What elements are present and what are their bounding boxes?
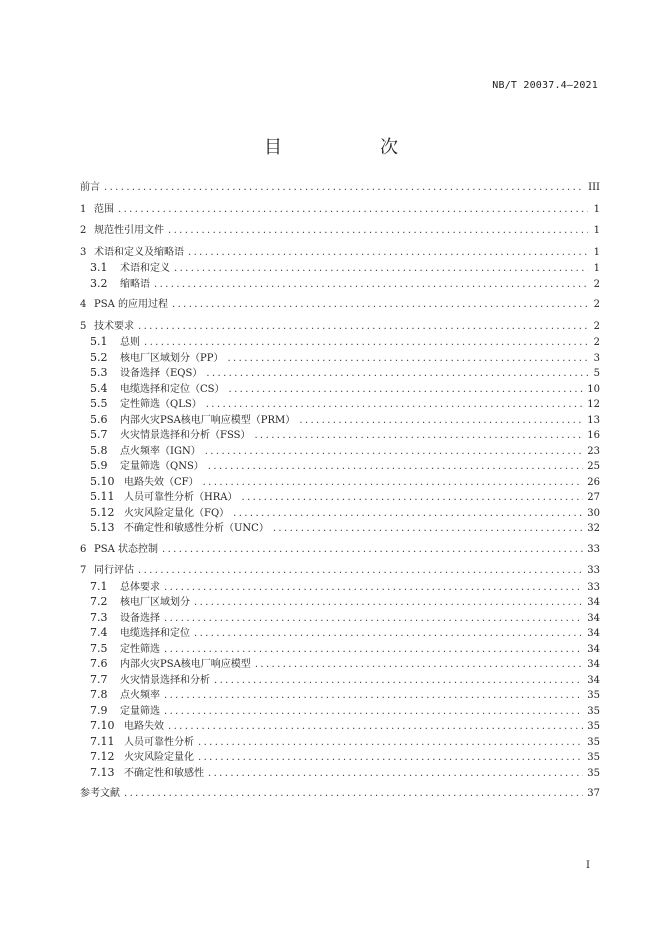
toc-entry-number: 7.2: [90, 595, 108, 608]
toc-leader-dots: [227, 351, 588, 367]
toc-entry[interactable]: [80, 260, 600, 276]
toc-entry-number: 7.13: [90, 765, 115, 779]
toc-entry-label: 设备选择（EQS）: [120, 368, 203, 379]
toc-leader-dots: [203, 475, 584, 491]
toc-entry-label: 不确定性和敏感性分析（UNC）: [124, 523, 269, 534]
toc-entry-number: 7.9: [90, 703, 108, 717]
toc-entry[interactable]: [80, 749, 600, 765]
toc-leader-dots: [104, 180, 584, 196]
toc-entry-page: 35: [587, 721, 600, 732]
toc-entry-label: 术语和定义: [120, 263, 170, 274]
toc-entry-number: 7.12: [90, 750, 115, 763]
toc-entry[interactable]: [80, 542, 600, 558]
toc-entry-page: 27: [587, 492, 600, 503]
toc-leader-dots: [208, 459, 583, 475]
toc-entry-label: 人员可靠性分析（HRA）: [124, 492, 238, 503]
toc-entry[interactable]: [80, 641, 600, 657]
toc-entry[interactable]: [80, 672, 600, 688]
toc-entry-page: 37: [587, 788, 600, 799]
toc-entry-label: 点火频率: [120, 690, 160, 701]
toc-leader-dots: [208, 766, 583, 782]
toc-entry-page: 34: [587, 612, 600, 624]
toc-entry-number: 5.10: [90, 474, 115, 488]
toc-leader-dots: [198, 750, 583, 766]
toc-entry-page: 34: [587, 659, 600, 670]
toc-entry-number: 3.2: [90, 276, 108, 290]
toc-entry[interactable]: [80, 381, 600, 397]
toc-entry-page: 35: [587, 690, 600, 701]
toc-leader-dots: [168, 223, 588, 239]
toc-entry-number: 5.4: [90, 381, 108, 395]
toc-entry-number: 5.6: [90, 412, 108, 426]
toc-entry-page: 16: [587, 430, 600, 441]
toc-leader-dots: [194, 626, 583, 642]
toc-entry-number: 3.1: [90, 261, 108, 274]
toc-entry-page: 2: [593, 299, 600, 310]
toc-entry-page: 23: [587, 445, 600, 457]
toc-leader-dots: [205, 444, 584, 460]
toc-entry-label: 核电厂区域划分: [120, 597, 190, 608]
toc-entry-label: 不确定性和敏感性: [124, 767, 204, 779]
toc-entry-page: 35: [587, 736, 600, 748]
toc-entry-label: 总则: [120, 337, 140, 348]
toc-entry[interactable]: [80, 396, 600, 412]
toc-entry-page: 25: [587, 461, 600, 472]
toc-entry-label: 技术要求: [94, 320, 134, 332]
toc-entry[interactable]: [80, 458, 600, 474]
toc-entry-number: 7.3: [90, 610, 108, 624]
toc-entry-page: 5: [593, 368, 600, 379]
toc-leader-dots: [172, 297, 588, 313]
toc-entry[interactable]: [80, 245, 600, 261]
toc-entry-label: 内部火灾PSA核电厂响应模型: [120, 659, 251, 670]
toc-entry-label: 核电厂区域划分（PP）: [120, 352, 224, 364]
toc-entry-number: 7.10: [90, 719, 115, 732]
toc-entry[interactable]: [80, 276, 600, 292]
toc-entry-number: 5.11: [90, 490, 115, 503]
toc-entry[interactable]: [80, 656, 600, 672]
toc-entry-number: 7.8: [90, 688, 108, 701]
toc-leader-dots: [162, 542, 583, 558]
toc-entry-number: 1: [80, 203, 87, 215]
toc-entry-page: 35: [587, 705, 600, 717]
toc-leader-dots: [206, 397, 584, 413]
toc-entry-label: PSA 状态控制: [94, 543, 158, 555]
toc-entry[interactable]: [80, 765, 600, 781]
toc-entry[interactable]: [80, 703, 600, 719]
toc-entry-label: 定量筛选: [120, 705, 160, 717]
toc-entry[interactable]: [80, 412, 600, 428]
toc-entry-label: 火灾风险定量化（FQ）: [124, 507, 230, 519]
toc-entry[interactable]: [80, 687, 600, 703]
document-code: NB/T 20037.4—2021: [492, 80, 598, 91]
toc-leader-dots: [154, 277, 588, 293]
toc-leader-dots: [241, 490, 583, 506]
toc-entry-number: 5.13: [90, 521, 115, 534]
toc-leader-dots: [168, 719, 583, 735]
toc-entry-label: 设备选择: [120, 612, 160, 624]
toc-entry[interactable]: [80, 334, 600, 350]
toc-entry-label: 人员可靠性分析: [124, 736, 194, 748]
toc-leader-dots: [118, 202, 588, 218]
toc-entry[interactable]: [80, 520, 600, 536]
page-number: I: [586, 860, 590, 871]
toc-entry-page: 2: [593, 278, 600, 290]
toc-entry[interactable]: [80, 786, 600, 802]
toc-entry-label: 术语和定义及缩略语: [94, 246, 184, 258]
toc-entry-number: 5: [80, 320, 87, 332]
toc-entry-label: 电缆选择和定位（CS）: [120, 383, 225, 395]
toc-entry-label: 参考文献: [80, 788, 120, 799]
toc-leader-dots: [138, 319, 588, 335]
toc-leader-dots: [164, 611, 583, 627]
toc-leader-dots: [164, 688, 583, 704]
toc-leader-dots: [124, 786, 583, 802]
toc-entry[interactable]: [80, 180, 600, 196]
toc-entry-number: 5.3: [90, 366, 108, 379]
toc-entry-label: 火灾情景选择和分析（FSS）: [120, 430, 251, 441]
toc-entry[interactable]: [80, 223, 600, 239]
toc-entry-number: 2: [80, 225, 87, 236]
toc-entry-number: 5.9: [90, 459, 108, 472]
toc-leader-dots: [194, 595, 583, 611]
toc-leader-dots: [164, 580, 583, 596]
toc-leader-dots: [174, 261, 588, 277]
toc-entry-page: III: [588, 182, 600, 193]
toc-entry-number: 7.7: [90, 672, 108, 686]
toc-entry-page: 34: [587, 628, 600, 639]
toc-entry-page: 13: [587, 414, 600, 426]
toc-entry-number: 7.5: [90, 641, 108, 655]
toc-entry[interactable]: [80, 350, 600, 366]
toc-entry-page: 33: [587, 565, 600, 576]
toc-entry-label: 火灾情景选择和分析: [120, 674, 210, 686]
toc-entry-number: 5.5: [90, 397, 108, 410]
toc-entry-page: 32: [587, 523, 600, 534]
toc-entry[interactable]: [80, 610, 600, 626]
toc-leader-dots: [144, 335, 588, 351]
toc-entry[interactable]: [80, 474, 600, 490]
toc-entry-page: 12: [587, 399, 600, 410]
toc-entry-number: 4: [80, 299, 87, 310]
toc-entry-label: 规范性引用文件: [94, 225, 164, 236]
toc-leader-dots: [138, 563, 583, 579]
toc-entry-number: 3: [80, 246, 87, 258]
toc-entry-label: 同行评估: [94, 565, 134, 576]
toc-entry-label: 范围: [94, 203, 114, 215]
toc-entry-page: 2: [593, 320, 600, 332]
toc-entry-label: 电缆选择和定位: [120, 628, 190, 639]
toc-entry[interactable]: [80, 202, 600, 218]
toc-leader-dots: [198, 735, 583, 751]
toc-entry-page: 34: [587, 674, 600, 686]
toc-entry-page: 34: [587, 643, 600, 655]
toc-entry-label: 定量筛选（QNS）: [120, 461, 204, 472]
toc-entry-number: 7.6: [90, 657, 108, 670]
toc-leader-dots: [188, 245, 588, 261]
toc-leader-dots: [273, 521, 583, 537]
toc-entry-number: 7.1: [90, 579, 108, 593]
toc-entry-page: 30: [587, 507, 600, 519]
toc-entry[interactable]: [80, 579, 600, 595]
toc-entry[interactable]: [80, 594, 600, 610]
toc-entry-page: 2: [593, 337, 600, 348]
toc-leader-dots: [233, 506, 583, 522]
toc-leader-dots: [229, 382, 584, 398]
toc-entry-number: 7.11: [90, 734, 115, 748]
toc-entry-label: 火灾风险定量化: [124, 752, 194, 763]
toc-entry-number: 5.2: [90, 350, 108, 364]
toc-entry-page: 1: [593, 203, 600, 215]
page-title: 目 次: [264, 137, 438, 158]
table-of-contents: [80, 180, 600, 802]
toc-entry-label: 总体要求: [120, 581, 160, 593]
toc-entry-number: 7.4: [90, 626, 108, 639]
toc-entry-page: 1: [593, 263, 600, 274]
toc-entry-page: 35: [587, 752, 600, 763]
toc-entry-page: 35: [587, 767, 600, 779]
toc-entry[interactable]: [80, 718, 600, 734]
toc-entry[interactable]: [80, 489, 600, 505]
toc-leader-dots: [214, 673, 583, 689]
toc-entry-label: 定性筛选（QLS）: [120, 399, 202, 410]
toc-entry-number: 6: [80, 543, 87, 555]
toc-entry-page: 10: [587, 383, 600, 395]
toc-entry-label: 内部火灾PSA核电厂响应模型（PRM）: [120, 414, 296, 426]
toc-entry-label: 电路失效: [124, 721, 164, 732]
toc-entry[interactable]: [80, 625, 600, 641]
toc-entry-number: 5.7: [90, 428, 108, 441]
toc-entry-page: 3: [593, 352, 600, 364]
toc-leader-dots: [254, 428, 583, 444]
toc-entry[interactable]: [80, 427, 600, 443]
toc-entry-label: 电路失效（CF）: [124, 476, 199, 488]
toc-leader-dots: [255, 657, 583, 673]
toc-leader-dots: [164, 704, 583, 720]
toc-entry-label: PSA 的应用过程: [94, 299, 168, 310]
toc-entry[interactable]: [80, 365, 600, 381]
toc-entry-page: 34: [587, 597, 600, 608]
toc-entry[interactable]: [80, 734, 600, 750]
toc-entry-page: 1: [593, 225, 600, 236]
toc-entry[interactable]: [80, 319, 600, 335]
toc-entry-number: 5.1: [90, 335, 108, 348]
toc-entry-label: 点火频率（IGN）: [120, 445, 201, 457]
toc-entry-label: 定性筛选: [120, 643, 160, 655]
toc-leader-dots: [206, 366, 588, 382]
toc-entry[interactable]: [80, 505, 600, 521]
toc-entry[interactable]: [80, 443, 600, 459]
toc-leader-dots: [299, 413, 583, 429]
toc-entry-page: 26: [587, 476, 600, 488]
toc-entry[interactable]: [80, 297, 600, 313]
toc-entry-number: 5.12: [90, 505, 115, 519]
toc-entry-page: 33: [587, 581, 600, 593]
toc-entry-label: 前言: [80, 182, 100, 193]
toc-leader-dots: [164, 642, 583, 658]
toc-entry[interactable]: [80, 563, 600, 579]
toc-entry-label: 缩略语: [120, 278, 150, 290]
toc-entry-number: 7: [80, 565, 87, 576]
toc-entry-page: 1: [593, 246, 600, 258]
toc-entry-number: 5.8: [90, 443, 108, 457]
toc-entry-page: 33: [587, 543, 600, 555]
